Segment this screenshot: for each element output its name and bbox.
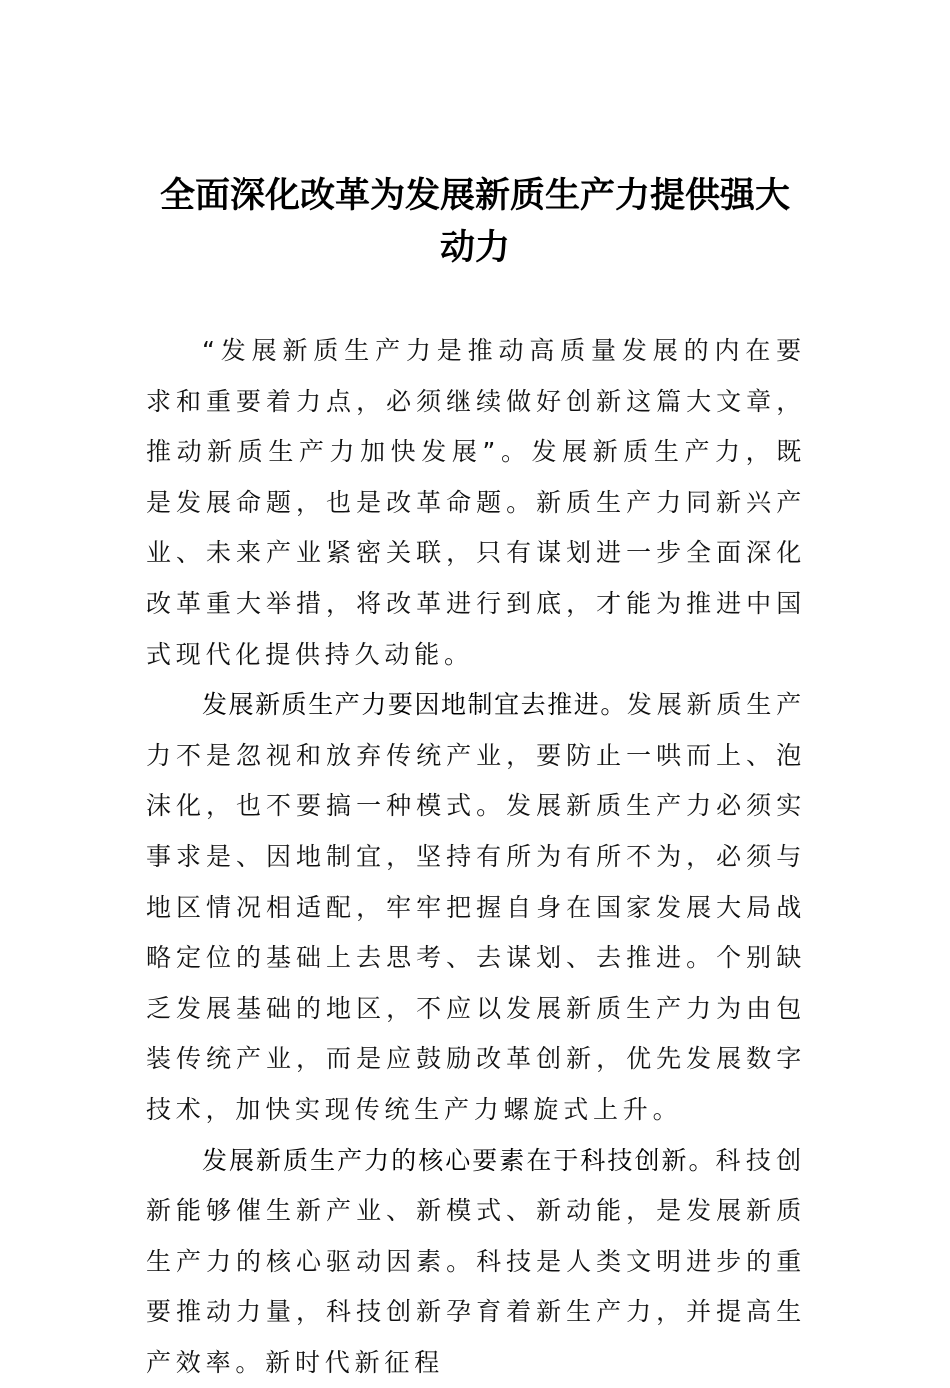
document-title: 全面深化改革为发展新质生产力提供强大动力: [145, 170, 805, 274]
paragraph-lead: 发展新质生产力要因地制宜去推进。: [202, 690, 627, 719]
paragraph-local-conditions: [146, 680, 806, 1135]
paragraph-text: 科技创新能够催生新产业、新模式、新动能，是发展新质生产力的核心驱动因素。科技是人类文明进步的重要推动力量，科技创新孕育着新生产力，并提高生产效率。新时代新征程: [146, 1146, 806, 1377]
paragraph-text: “发展新质生产力是推动高质量发展的内在要求和重要着力点，必须继续做好创新这篇大文章，推动新质生产力加快发展”。发展新质生产力，既是发展命题，也是改革命题。新质生产力同新兴产业、未来产业紧密关联，只有谋划进一步全面深化改革重大举措，将改革进行到底，才能为推进中国式现代化提供持久动能。: [146, 336, 806, 669]
paragraph-intro: [146, 326, 806, 680]
paragraph-tech-innovation: [146, 1136, 806, 1388]
document-body: [146, 326, 806, 1388]
paragraph-lead: 发展新质生产力的核心要素在于科技创新。: [202, 1146, 716, 1175]
paragraph-text: 发展新质生产力不是忽视和放弃传统产业，要防止一哄而上、泡沫化，也不要搞一种模式。发展新质生产力必须实事求是、因地制宜，坚持有所为有所不为，必须与地区情况相适配，牢牢把握自身在国家发展大局战略定位的基础上去思考、去谋划、去推进。个别缺乏发展基础的地区，不应以发展新质生产力为由包装传统产业，而是应鼓励改革创新，优先发展数字技术，加快实现传统生产力螺旋式上升。: [146, 690, 806, 1124]
